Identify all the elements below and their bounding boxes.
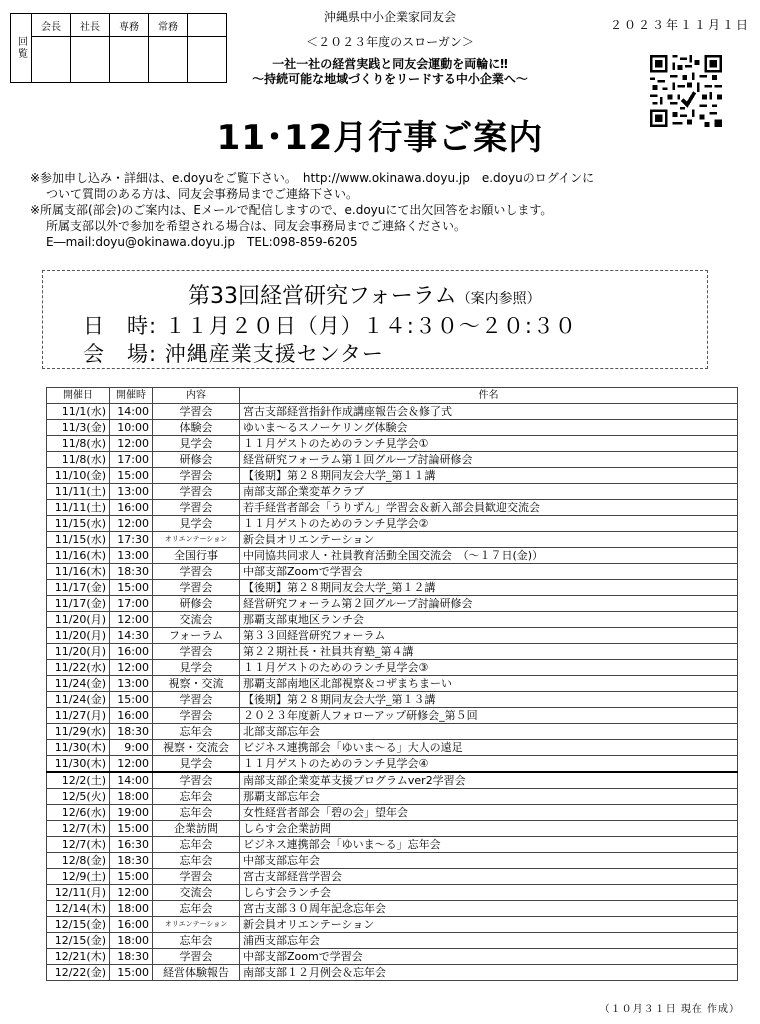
table-row xyxy=(47,869,738,885)
cell-type: 学習会 xyxy=(153,869,240,885)
cell-date: 12/6(水) xyxy=(47,805,110,821)
cell-time: 16:00 xyxy=(110,708,153,724)
note-line: ついて質問のある方は、同友会事務局までご連絡下さい。 xyxy=(46,187,359,201)
cell-time: 16:00 xyxy=(110,644,153,660)
cell-date: 12/11(月) xyxy=(47,885,110,901)
forum-title-note: （案内参照） xyxy=(456,291,541,307)
cell-type: 交流会 xyxy=(153,885,240,901)
cell-name: １１月ゲストのためのランチ見学会② xyxy=(240,516,738,532)
approval-stamp-cell xyxy=(110,37,149,83)
table-row xyxy=(47,965,738,981)
cell-date: 12/14(木) xyxy=(47,901,110,917)
slogan-line-2: ～持続可能な地域づくりをリードする中小企業へ～ xyxy=(252,72,528,86)
cell-date: 11/3(金) xyxy=(47,420,110,436)
table-row xyxy=(47,564,738,580)
cell-type: 体験会 xyxy=(153,420,240,436)
slogan-label: ＜２０２３年度のスローガン＞ xyxy=(306,35,474,49)
cell-date: 12/2(土) xyxy=(47,772,110,789)
cell-type: 学習会 xyxy=(153,564,240,580)
cell-name: しらす会企業訪問 xyxy=(240,821,738,837)
approval-stamp-cell xyxy=(32,37,71,83)
cell-time: 14:00 xyxy=(110,404,153,420)
cell-time: 12:00 xyxy=(110,756,153,773)
table-row xyxy=(47,789,738,805)
cell-type: 忘年会 xyxy=(153,853,240,869)
table-row xyxy=(47,532,738,548)
cell-time: 15:00 xyxy=(110,692,153,708)
table-row xyxy=(47,436,738,452)
cell-type: 学習会 xyxy=(153,580,240,596)
cell-type: 学習会 xyxy=(153,404,240,420)
cell-type: 忘年会 xyxy=(153,901,240,917)
forum-venue-value: 沖縄産業支援センター xyxy=(164,342,384,366)
cell-date: 11/30(木) xyxy=(47,740,110,756)
cell-time: 14:00 xyxy=(110,772,153,789)
cell-type: 視察・交流会 xyxy=(153,740,240,756)
table-row xyxy=(47,772,738,789)
cell-date: 11/20(月) xyxy=(47,612,110,628)
cell-time: 18:30 xyxy=(110,564,153,580)
schedule-header-row xyxy=(47,388,738,404)
cell-type: オリエンテーション xyxy=(153,532,240,548)
cell-time: 10:00 xyxy=(110,420,153,436)
cell-type: 学習会 xyxy=(153,772,240,789)
cell-type: 学習会 xyxy=(153,644,240,660)
note-line: 所属支部以外で参加を希望される場合は、同友会事務局までご連絡ください。 xyxy=(46,219,467,233)
cell-type: 学習会 xyxy=(153,692,240,708)
cell-type: 企業訪問 xyxy=(153,821,240,837)
cell-date: 11/24(金) xyxy=(47,676,110,692)
cell-date: 11/10(金) xyxy=(47,468,110,484)
cell-type: 研修会 xyxy=(153,596,240,612)
cell-date: 11/17(金) xyxy=(47,580,110,596)
cell-name: 浦西支部忘年会 xyxy=(240,933,738,949)
table-row xyxy=(47,805,738,821)
table-row xyxy=(47,901,738,917)
cell-time: 15:00 xyxy=(110,869,153,885)
approval-header-director: 常務 xyxy=(149,14,188,37)
cell-date: 12/8(金) xyxy=(47,853,110,869)
note-line: ※参加申し込み・詳細は、e.doyuをご覧下さい。 http://www.okinawa.doyu.jp e.doyuのログインに xyxy=(30,171,595,185)
table-row xyxy=(47,724,738,740)
cell-name: 【後期】第２８期同友会大学_第１３講 xyxy=(240,692,738,708)
table-row xyxy=(47,468,738,484)
cell-time: 18:00 xyxy=(110,933,153,949)
forum-venue-label: 会 場: xyxy=(83,342,158,366)
cell-name: 中部支部Zoomで学習会 xyxy=(240,949,738,965)
table-row xyxy=(47,420,738,436)
cell-time: 12:00 xyxy=(110,516,153,532)
approval-stamp-cell xyxy=(71,37,110,83)
cell-time: 17:00 xyxy=(110,596,153,612)
cell-time: 13:00 xyxy=(110,676,153,692)
cell-type: 学習会 xyxy=(153,468,240,484)
organization-name: 沖縄県中小企業家同友会 xyxy=(323,10,456,24)
forum-announcement-box xyxy=(42,270,708,369)
cell-name: 宮古支部経営指針作成講座報告会＆修了式 xyxy=(240,404,738,420)
cell-time: 17:00 xyxy=(110,452,153,468)
cell-name: 南部支部１２月例会＆忘年会 xyxy=(240,965,738,981)
cell-date: 11/11(土) xyxy=(47,500,110,516)
cell-date: 11/8(水) xyxy=(47,436,110,452)
contact-line: E―mail:doyu@okinawa.doyu.jp TEL:098-859-6205 xyxy=(46,235,358,249)
table-row xyxy=(47,484,738,500)
approval-header-blank xyxy=(188,14,227,37)
cell-date: 12/21(木) xyxy=(47,949,110,965)
cell-time: 18:00 xyxy=(110,789,153,805)
cell-time: 16:00 xyxy=(110,917,153,933)
cell-date: 11/20(月) xyxy=(47,644,110,660)
cell-type: 忘年会 xyxy=(153,805,240,821)
cell-date: 12/15(金) xyxy=(47,933,110,949)
cell-name: 中部支部Zoomで学習会 xyxy=(240,564,738,580)
table-row xyxy=(47,933,738,949)
cell-date: 11/16(木) xyxy=(47,564,110,580)
cell-name: ２０２３年度新人フォローアップ研修会_第５回 xyxy=(240,708,738,724)
cell-date: 11/27(月) xyxy=(47,708,110,724)
cell-date: 12/5(火) xyxy=(47,789,110,805)
forum-title-text: 第33回経営研究フォーラム xyxy=(188,284,457,309)
schedule-table xyxy=(46,387,738,981)
cell-time: 18:30 xyxy=(110,949,153,965)
cell-time: 9:00 xyxy=(110,740,153,756)
approval-header-chairman: 会長 xyxy=(32,14,71,37)
table-row xyxy=(47,452,738,468)
cell-type: 忘年会 xyxy=(153,933,240,949)
cell-time: 12:00 xyxy=(110,660,153,676)
cell-time: 18:30 xyxy=(110,724,153,740)
cell-name: 経営研究フォーラム第１回グループ討論研修会 xyxy=(240,452,738,468)
table-row xyxy=(47,660,738,676)
cell-type: 学習会 xyxy=(153,500,240,516)
issue-date: ２０２３年１１月１日 xyxy=(610,18,751,32)
cell-type: 学習会 xyxy=(153,708,240,724)
cell-date: 11/16(木) xyxy=(47,548,110,564)
cell-date: 11/29(水) xyxy=(47,724,110,740)
cell-time: 15:00 xyxy=(110,468,153,484)
table-row xyxy=(47,917,738,933)
cell-type: 見学会 xyxy=(153,660,240,676)
table-row xyxy=(47,580,738,596)
cell-name: 経営研究フォーラム第２回グループ討論研修会 xyxy=(240,596,738,612)
forum-datetime-value: １１月２０日（月）１４:３０～２０:３０ xyxy=(164,314,577,338)
table-row xyxy=(47,692,738,708)
cell-date: 12/7(木) xyxy=(47,837,110,853)
footer-created-note: （１０月３１日 現在 作成） xyxy=(599,1004,740,1015)
header-name: 件名 xyxy=(240,388,738,404)
cell-type: 忘年会 xyxy=(153,789,240,805)
cell-time: 17:30 xyxy=(110,532,153,548)
cell-name: 南部支部企業変革支援プログラムver2学習会 xyxy=(240,772,738,789)
cell-type: 交流会 xyxy=(153,612,240,628)
cell-name: １１月ゲストのためのランチ見学会④ xyxy=(240,756,738,773)
cell-name: 新会員オリエンテーション xyxy=(240,917,738,933)
header-date: 開催日 xyxy=(47,388,110,404)
cell-time: 16:00 xyxy=(110,500,153,516)
table-row xyxy=(47,821,738,837)
cell-time: 13:00 xyxy=(110,484,153,500)
cell-name: 宮古支部経営学習会 xyxy=(240,869,738,885)
cell-name: 中同協共同求人・社員教育活動全国交流会 （～１７日(金)） xyxy=(240,548,738,564)
approval-label: 回覧 xyxy=(11,14,32,83)
cell-time: 18:30 xyxy=(110,853,153,869)
cell-date: 11/22(水) xyxy=(47,660,110,676)
cell-name: 新会員オリエンテーション xyxy=(240,532,738,548)
cell-name: 第３３回経営研究フォーラム xyxy=(240,628,738,644)
table-row xyxy=(47,548,738,564)
table-row xyxy=(47,949,738,965)
slogan-line-1: 一社一社の経営実践と同友会運動を両輪に‼ xyxy=(272,57,508,71)
cell-name: 那覇支部南地区北部視察＆コザまちまーい xyxy=(240,676,738,692)
cell-name: 女性経営者部会「碧の会」望年会 xyxy=(240,805,738,821)
table-row xyxy=(47,516,738,532)
cell-time: 16:30 xyxy=(110,837,153,853)
cell-date: 12/9(土) xyxy=(47,869,110,885)
table-row xyxy=(47,740,738,756)
cell-time: 15:00 xyxy=(110,821,153,837)
cell-date: 12/22(金) xyxy=(47,965,110,981)
cell-time: 12:00 xyxy=(110,885,153,901)
cell-name: 宮古支部３０周年記念忘年会 xyxy=(240,901,738,917)
cell-time: 12:00 xyxy=(110,612,153,628)
slogan xyxy=(220,57,560,87)
approval-stamp-box xyxy=(10,13,227,83)
forum-title xyxy=(188,279,541,310)
cell-time: 13:00 xyxy=(110,548,153,564)
table-row xyxy=(47,708,738,724)
cell-name: 【後期】第２８期同友会大学_第１２講 xyxy=(240,580,738,596)
header-type: 内容 xyxy=(153,388,240,404)
cell-type: 見学会 xyxy=(153,516,240,532)
cell-name: １１月ゲストのためのランチ見学会① xyxy=(240,436,738,452)
note-line: ※所属支部(部会)のご案内は、Eメールで配信しますので、e.doyuにて出欠回答をお願いします。 xyxy=(30,203,553,217)
cell-date: 11/24(金) xyxy=(47,692,110,708)
cell-name: 第２２期社長・社員共育塾_第４講 xyxy=(240,644,738,660)
cell-date: 12/7(木) xyxy=(47,821,110,837)
cell-type: 視察・交流 xyxy=(153,676,240,692)
cell-name: 中部支部忘年会 xyxy=(240,853,738,869)
cell-date: 11/15(水) xyxy=(47,516,110,532)
cell-type: フォーラム xyxy=(153,628,240,644)
table-row xyxy=(47,676,738,692)
cell-name: １１月ゲストのためのランチ見学会③ xyxy=(240,660,738,676)
table-row xyxy=(47,596,738,612)
table-row xyxy=(47,500,738,516)
cell-name: ゆいま～るスノーケリング体験会 xyxy=(240,420,738,436)
table-row xyxy=(47,644,738,660)
cell-type: 忘年会 xyxy=(153,837,240,853)
cell-name: ビジネス連携部会「ゆいま～る」大人の遠足 xyxy=(240,740,738,756)
cell-type: 全国行事 xyxy=(153,548,240,564)
cell-type: 学習会 xyxy=(153,484,240,500)
cell-time: 18:00 xyxy=(110,901,153,917)
table-row xyxy=(47,628,738,644)
cell-name: 南部支部企業変革クラブ xyxy=(240,484,738,500)
table-row xyxy=(47,404,738,420)
cell-date: 11/11(土) xyxy=(47,484,110,500)
table-row xyxy=(47,612,738,628)
notes-section xyxy=(30,170,740,250)
table-row xyxy=(47,885,738,901)
cell-time: 19:00 xyxy=(110,805,153,821)
cell-date: 11/20(月) xyxy=(47,628,110,644)
cell-type: 見学会 xyxy=(153,756,240,773)
approval-header-president: 社長 xyxy=(71,14,110,37)
cell-name: しらす会ランチ会 xyxy=(240,885,738,901)
cell-time: 12:00 xyxy=(110,436,153,452)
cell-type: 学習会 xyxy=(153,949,240,965)
cell-name: 【後期】第２８期同友会大学_第１１講 xyxy=(240,468,738,484)
header-time: 開催時 xyxy=(110,388,153,404)
cell-date: 11/1(水) xyxy=(47,404,110,420)
cell-type: 忘年会 xyxy=(153,724,240,740)
cell-type: オリエンテーション xyxy=(153,917,240,933)
cell-time: 15:00 xyxy=(110,580,153,596)
cell-date: 11/15(水) xyxy=(47,532,110,548)
approval-header-senior-director: 専務 xyxy=(110,14,149,37)
cell-name: 那覇支部忘年会 xyxy=(240,789,738,805)
cell-date: 12/15(金) xyxy=(47,917,110,933)
cell-type: 経営体験報告 xyxy=(153,965,240,981)
cell-date: 11/8(水) xyxy=(47,452,110,468)
cell-date: 11/30(木) xyxy=(47,756,110,773)
cell-name: ビジネス連携部会「ゆいま～る」忘年会 xyxy=(240,837,738,853)
table-row xyxy=(47,837,738,853)
cell-type: 研修会 xyxy=(153,452,240,468)
forum-venue xyxy=(83,338,384,368)
cell-name: 那覇支部東地区ランチ会 xyxy=(240,612,738,628)
table-row xyxy=(47,853,738,869)
cell-name: 北部支部忘年会 xyxy=(240,724,738,740)
approval-stamp-cell xyxy=(149,37,188,83)
table-row xyxy=(47,756,738,773)
forum-datetime xyxy=(83,310,577,340)
cell-time: 14:30 xyxy=(110,628,153,644)
cell-type: 見学会 xyxy=(153,436,240,452)
cell-date: 11/17(金) xyxy=(47,596,110,612)
forum-datetime-label: 日 時: xyxy=(83,314,158,338)
page-title: 11･12月行事ご案内 xyxy=(216,118,544,158)
cell-name: 若手経営者部会「うりずん」学習会＆新入部会員歓迎交流会 xyxy=(240,500,738,516)
cell-time: 15:00 xyxy=(110,965,153,981)
